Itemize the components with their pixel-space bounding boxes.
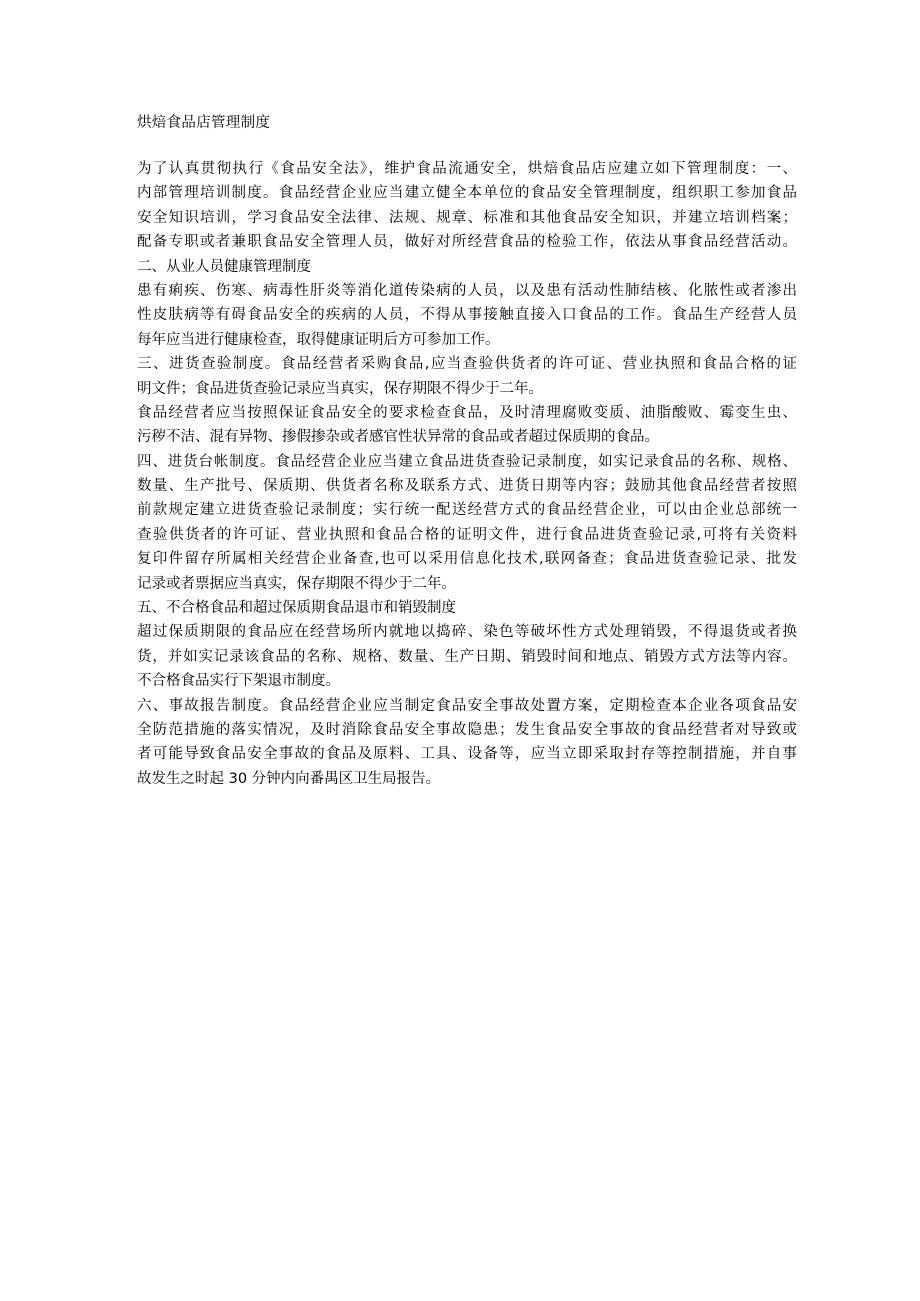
body-line: 四、进货台帐制度。食品经营企业应当建立食品进货查验记录制度，如实记录食品的名称、规格、 xyxy=(137,453,797,470)
body-line: 污秽不洁、混有异物、掺假掺杂或者感官性状异常的食品或者超过保质期的食品。 xyxy=(137,429,659,446)
body-line: 记录或者票据应当真实，保存期限不得少于二年。 xyxy=(137,575,456,592)
body-line: 不合格食品实行下架退市制度。 xyxy=(137,673,340,690)
body-line: 患有痢疾、伤寒、病毒性肝炎等消化道传染病的人员，以及患有活动性肺结核、化脓性或者渗出 xyxy=(137,282,797,299)
body-line: 数量、生产批号、保质期、供货者名称及联系方式、进货日期等内容；鼓励其他食品经营者按照 xyxy=(137,478,797,495)
body-line: 二、从业人员健康管理制度 xyxy=(137,258,311,275)
body-line: 全防范措施的落实情况，及时消除食品安全事故隐患；发生食品安全事故的食品经营者对导致或 xyxy=(137,721,797,738)
body-line: 前款规定建立进货查验记录制度；实行统一配送经营方式的食品经营企业，可以由企业总部统一 xyxy=(137,502,797,519)
body-line: 六、事故报告制度。食品经营企业应当制定食品安全事故处置方案，定期检查本企业各项食品安 xyxy=(137,697,797,714)
body-line: 性皮肤病等有碍食品安全的疾病的人员，不得从事接触直接入口食品的工作。食品生产经营人员 xyxy=(137,307,797,324)
body-line: 货，并如实记录该食品的名称、规格、数量、生产日期、销毁时间和地点、销毁方式方法等内容。 xyxy=(137,648,797,665)
body-line: 安全知识培训，学习食品安全法律、法规、规章、标准和其他食品安全知识，并建立培训档案； xyxy=(137,209,797,226)
body-line: 配备专职或者兼职食品安全管理人员，做好对所经营食品的检验工作，依法从事食品经营活动。 xyxy=(137,234,797,251)
body-line: 内部管理培训制度。食品经营企业应当建立健全本单位的食品安全管理制度，组织职工参加食品 xyxy=(137,185,797,202)
body-line: 五、不合格食品和超过保质期食品退市和销毁制度 xyxy=(137,600,456,617)
body-line: 三、进货查验制度。食品经营者采购食品,应当查验供货者的许可证、营业执照和食品合格的证 xyxy=(137,356,797,373)
body-line: 故发生之时起 30 分钟内向番禺区卫生局报告。 xyxy=(137,770,441,787)
body-line: 者可能导致食品安全事故的食品及原料、工具、设备等，应当立即采取封存等控制措施，并自事 xyxy=(137,746,797,763)
body-line: 查验供货者的许可证、营业执照和食品合格的证明文件，进行食品进货查验记录,可将有关资料 xyxy=(137,526,797,543)
body-line: 超过保质期限的食品应在经营场所内就地以捣碎、染色等破坏性方式处理销毁，不得退货或者换 xyxy=(137,624,797,641)
body-line: 明文件；食品进货查验记录应当真实，保存期限不得少于二年。 xyxy=(137,380,543,397)
document-title: 烘焙食品店管理制度 xyxy=(137,115,271,131)
body-line: 复印件留存所属相关经营企业备查,也可以采用信息化技术,联网备查；食品进货查验记录、批发 xyxy=(137,551,797,568)
document-body xyxy=(137,157,797,791)
body-line: 食品经营者应当按照保证食品安全的要求检查食品，及时清理腐败变质、油脂酸败、霉变生虫、 xyxy=(137,404,797,421)
body-line: 每年应当进行健康检查，取得健康证明后方可参加工作。 xyxy=(137,331,500,348)
body-line: 为了认真贯彻执行《食品安全法》，维护食品流通安全，烘焙食品店应建立如下管理制度：一、 xyxy=(137,161,797,177)
